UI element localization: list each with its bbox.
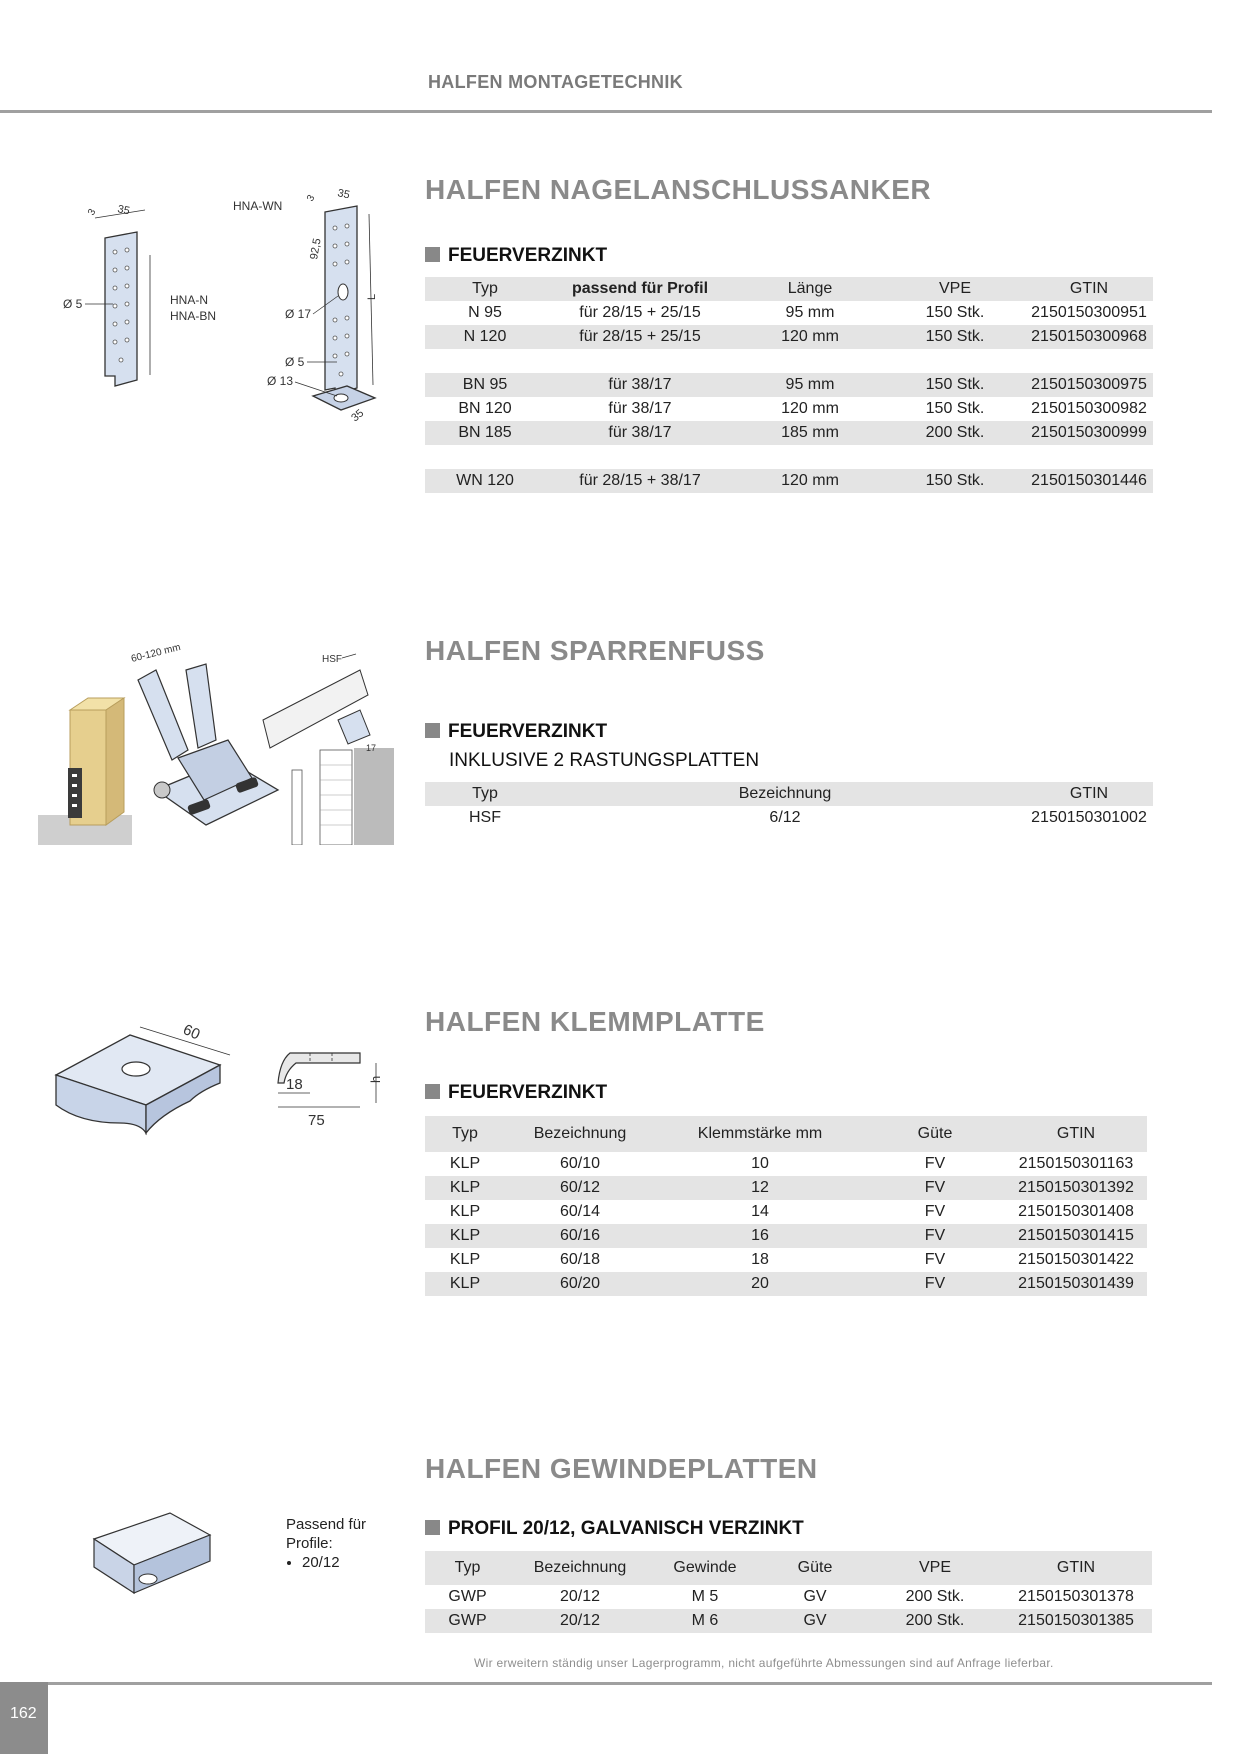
col-header: Typ: [425, 277, 545, 301]
table-cell: 2150150301415: [1005, 1224, 1147, 1248]
table-cell: für 38/17: [608, 400, 672, 417]
label-d5-left: Ø 5: [63, 297, 83, 311]
col-header: GTIN: [1025, 277, 1153, 301]
table-cell: 150 Stk.: [925, 304, 985, 321]
table-cell: 200 Stk.: [885, 421, 1025, 445]
dim-35-left: 35: [116, 203, 131, 218]
nagelanschlussanker-table: [425, 277, 1153, 493]
table-cell: für 28/15 + 25/15: [579, 304, 701, 321]
table-row: [425, 301, 1153, 325]
table-row: [425, 325, 1153, 349]
klemmplatte-table: [425, 1116, 1147, 1296]
section-title-nagelanschlussanker: HALFEN NAGELANSCHLUSSANKER: [425, 174, 932, 205]
table-cell: FV: [865, 1272, 1005, 1296]
subline-rastungsplatten: INKLUSIVE 2 RASTUNGSPLATTEN: [449, 750, 760, 771]
table-row: [425, 1272, 1147, 1296]
col-header: Länge: [735, 277, 885, 301]
col-header: Bezeichnung: [510, 1551, 650, 1585]
side-note-profile: [286, 1515, 376, 1572]
table-cell: 150 Stk.: [885, 325, 1025, 349]
table-header-row: [425, 1116, 1147, 1152]
subheading-feuerverzinkt-1: FEUERVERZINKT: [425, 245, 607, 267]
list-item: • 20/12: [302, 1553, 376, 1572]
table-cell: 200 Stk.: [870, 1609, 1000, 1633]
subheading-feuerverzinkt-3: FEUERVERZINKT: [425, 1082, 607, 1104]
col-header: Güte: [865, 1116, 1005, 1152]
header-divider: [0, 110, 1212, 113]
col-header: Typ: [425, 1551, 510, 1585]
table-cell: WN 120: [425, 469, 545, 493]
table-header-row: [425, 277, 1153, 301]
table-cell: 20: [655, 1272, 865, 1296]
table-cell: 120 mm: [781, 400, 839, 417]
table-cell: 2150150301002: [1031, 809, 1147, 826]
dim-18: 18: [286, 1076, 303, 1093]
table-cell: FV: [865, 1176, 1005, 1200]
label-d17: Ø 17: [285, 307, 312, 321]
table-cell: für 28/15 + 38/17: [545, 469, 735, 493]
sparrenfuss-drawing: [38, 640, 400, 845]
label-hna-bn: HNA-BN: [170, 309, 217, 323]
table-row: [425, 1609, 1152, 1633]
table-cell: 120 mm: [735, 325, 885, 349]
table-cell: für 38/17: [545, 373, 735, 397]
table-cell: N 95: [468, 304, 502, 321]
dim-17: 17: [366, 743, 377, 753]
nagelanschlussanker-drawing: [55, 180, 385, 430]
table-row: [425, 1176, 1147, 1200]
dim-3-left: 3: [86, 207, 99, 218]
table-cell: 95 mm: [785, 304, 835, 321]
subheading-profil: PROFIL 20/12, GALVANISCH VERZINKT: [425, 1518, 804, 1540]
label-d5-right: Ø 5: [285, 355, 305, 369]
table-cell: 12: [655, 1176, 865, 1200]
col-header: GTIN: [1000, 1551, 1152, 1585]
table-cell: KLP: [425, 1224, 505, 1248]
table-row: [425, 1152, 1147, 1176]
table-cell: M 6: [650, 1609, 760, 1633]
col-header: Bezeichnung: [545, 782, 1025, 806]
dim-l: L: [366, 293, 378, 300]
dim-35-right-bottom: 35: [349, 407, 367, 425]
table-cell: KLP: [425, 1272, 505, 1296]
table-cell: N 120: [425, 325, 545, 349]
table-cell: HSF: [469, 809, 501, 826]
running-header: HALFEN MONTAGETECHNIK: [428, 72, 683, 92]
label-hna-n: HNA-N: [170, 293, 208, 307]
table-cell: FV: [924, 1155, 946, 1172]
table-cell: 2150150300968: [1025, 325, 1153, 349]
table-cell: 2150150300951: [1031, 304, 1147, 321]
dim-92-5: 92,5: [308, 237, 324, 261]
table-row: [425, 1224, 1147, 1248]
table-cell: 2150150301446: [1025, 469, 1153, 493]
side-note-list: [286, 1553, 376, 1572]
table-cell: 2150150300999: [1025, 421, 1153, 445]
table-cell: 150 Stk.: [925, 400, 985, 417]
table-row: [425, 1248, 1147, 1272]
table-cell: 185 mm: [735, 421, 885, 445]
dim-75: 75: [308, 1112, 325, 1129]
bullet-square: [425, 1084, 440, 1099]
table-cell: BN 185: [425, 421, 545, 445]
footer-divider: [0, 1682, 1212, 1685]
bullet-square: [425, 723, 440, 738]
table-cell: KLP: [449, 1155, 481, 1172]
col-header: GTIN: [1025, 782, 1153, 806]
table-cell: 2150150300975: [1025, 373, 1153, 397]
table-cell: 60/12: [505, 1176, 655, 1200]
label-hsf: HSF: [322, 654, 342, 665]
section-title-sparrenfuss: HALFEN SPARRENFUSS: [425, 635, 765, 666]
table-cell: 2150150301378: [1018, 1588, 1134, 1605]
table-cell: 2150150301392: [1005, 1176, 1147, 1200]
col-header: Bezeichnung: [505, 1116, 655, 1152]
label-hna-wn: HNA-WN: [233, 199, 283, 213]
section-title-gewindeplatten: HALFEN GEWINDEPLATTEN: [425, 1453, 818, 1484]
table-cell: 2150150300982: [1031, 400, 1147, 417]
table-cell: GWP: [425, 1609, 510, 1633]
table-cell: 16: [655, 1224, 865, 1248]
gewindeplatten-table: [425, 1551, 1152, 1633]
table-row: [425, 1200, 1147, 1224]
table-header-row: [425, 782, 1153, 806]
table-cell: BN 95: [425, 373, 545, 397]
table-cell: M 5: [691, 1588, 719, 1605]
table-cell: GV: [803, 1588, 827, 1605]
klemmplatte-drawing: [50, 1005, 400, 1165]
table-cell: FV: [865, 1224, 1005, 1248]
subheading-feuerverzinkt-2: FEUERVERZINKT: [425, 721, 607, 743]
table-cell: GWP: [448, 1588, 487, 1605]
table-cell: 18: [751, 1251, 769, 1268]
table-cell: 20/12: [559, 1588, 601, 1605]
table-cell: FV: [924, 1203, 946, 1220]
dim-3-right: 3: [305, 193, 318, 204]
table-row: [425, 421, 1153, 445]
dim-h: h: [368, 1075, 383, 1083]
col-header: VPE: [870, 1551, 1000, 1585]
table-cell: 60/14: [559, 1203, 601, 1220]
col-header: Gewinde: [650, 1551, 760, 1585]
bullet-square: [425, 1520, 440, 1535]
table-cell: 6/12: [769, 809, 801, 826]
table-cell: 2150150301385: [1000, 1609, 1152, 1633]
dim-60-iso: 60: [180, 1021, 203, 1044]
table-cell: 60/16: [505, 1224, 655, 1248]
dim-60-120mm: 60-120 mm: [130, 642, 182, 665]
col-header: GTIN: [1005, 1116, 1147, 1152]
table-header-row: [425, 1551, 1152, 1585]
sparrenfuss-table: [425, 782, 1153, 830]
col-header: Klemmstärke mm: [655, 1116, 865, 1152]
table-row: [425, 806, 1153, 830]
table-cell: BN 120: [458, 400, 512, 417]
table-cell: 2150150301163: [1018, 1155, 1134, 1172]
dim-35-right-top: 35: [336, 187, 351, 202]
table-cell: 150 Stk.: [885, 373, 1025, 397]
table-row: [425, 397, 1153, 421]
table-cell: 150 Stk.: [885, 469, 1025, 493]
table-cell: KLP: [449, 1251, 481, 1268]
label-d13: Ø 13: [267, 374, 294, 388]
table-row: [425, 373, 1153, 397]
table-cell: 10: [751, 1155, 769, 1172]
table-cell: 60/20: [505, 1272, 655, 1296]
col-header: Güte: [760, 1551, 870, 1585]
table-cell: 2150150301422: [1018, 1251, 1134, 1268]
col-header: VPE: [885, 277, 1025, 301]
table-cell: 60/18: [559, 1251, 601, 1268]
footer-note: Wir erweitern ständig unser Lagerprogramm, nicht aufgeführte Abmessungen sind auf Anfrage lieferbar.: [474, 1656, 1054, 1670]
table-spacer-row: [425, 445, 1153, 469]
table-cell: 200 Stk.: [905, 1588, 965, 1605]
table-row: [425, 1585, 1152, 1609]
table-cell: 14: [751, 1203, 769, 1220]
table-cell: 20/12: [510, 1609, 650, 1633]
table-cell: für 38/17: [545, 421, 735, 445]
section-title-klemmplatte: HALFEN KLEMMPLATTE: [425, 1006, 765, 1037]
bullet-square: [425, 247, 440, 262]
table-cell: KLP: [425, 1176, 505, 1200]
table-cell: 60/10: [559, 1155, 601, 1172]
table-cell: GV: [760, 1609, 870, 1633]
table-cell: KLP: [449, 1203, 481, 1220]
table-spacer-row: [425, 349, 1153, 373]
table-cell: 120 mm: [735, 469, 885, 493]
col-header: passend für Profil: [545, 277, 735, 301]
table-cell: FV: [924, 1251, 946, 1268]
table-cell: für 28/15 + 25/15: [545, 325, 735, 349]
table-cell: 95 mm: [735, 373, 885, 397]
table-cell: 2150150301439: [1005, 1272, 1147, 1296]
col-header: Typ: [425, 1116, 505, 1152]
table-row: [425, 469, 1153, 493]
side-note-label: Passend für Profile:: [286, 1516, 367, 1552]
table-cell: 2150150301408: [1018, 1203, 1134, 1220]
gewindeplatte-drawing: [88, 1505, 218, 1605]
page-number: 162: [10, 1705, 37, 1722]
col-header: Typ: [425, 782, 545, 806]
